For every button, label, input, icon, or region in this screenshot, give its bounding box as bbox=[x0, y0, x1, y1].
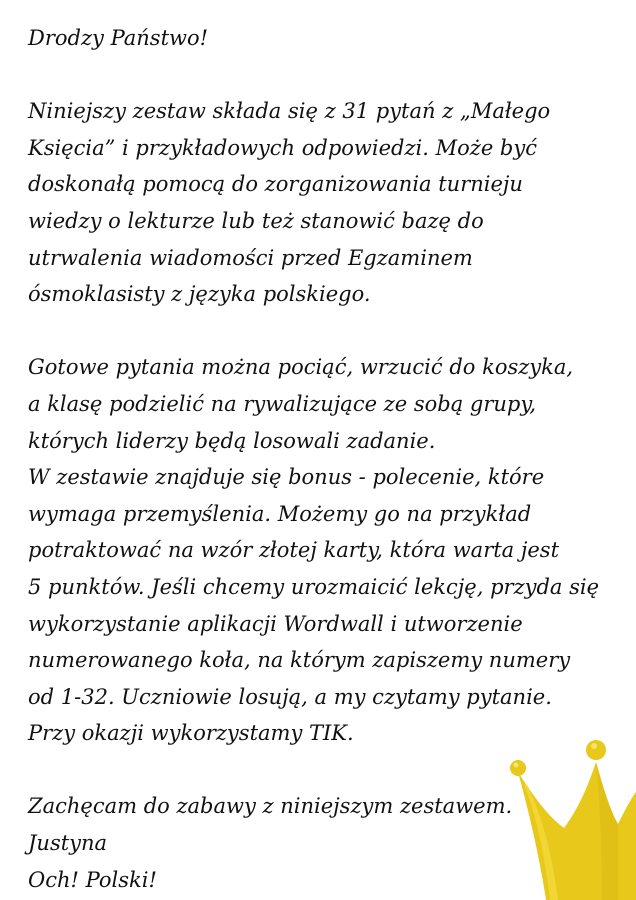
paragraph2-line: wymaga przemyślenia. Możemy go na przykład bbox=[28, 501, 532, 526]
paragraph-gap bbox=[28, 57, 618, 94]
paragraph2-line: a klasę podzielić na rywalizujące ze sobą grupy, bbox=[28, 391, 537, 416]
signature-name: Justyna bbox=[28, 831, 108, 856]
paragraph1-line: Niniejszy zestaw składa się z 31 pytań z „Małego bbox=[28, 99, 551, 124]
paragraph2-line: wykorzystanie aplikacji Wordwall i utworzenie bbox=[28, 611, 523, 636]
signature-brand: Och! Polski! bbox=[28, 867, 157, 892]
greeting: Drodzy Państwo! bbox=[28, 26, 209, 50]
paragraph1-line: Księcia” i przykładowych odpowiedzi. Może być bbox=[28, 135, 538, 160]
paragraph2-line: których liderzy będą losowali zadanie. bbox=[28, 428, 436, 453]
paragraph1-line: doskonałą pomocą do zorganizowania turnieju bbox=[28, 172, 523, 197]
paragraph2-line: potraktować na wzór złotej karty, która warta jest bbox=[28, 538, 560, 563]
paragraph2-line: Przy okazji wykorzystamy TIK. bbox=[28, 721, 354, 746]
crown-icon bbox=[506, 720, 636, 900]
paragraph2-line: numerowanego koła, na którym zapiszemy numery bbox=[28, 648, 571, 673]
paragraph2-line: 5 punktów. Jeśli chcemy urozmaicić lekcję, przyda się bbox=[28, 574, 600, 599]
closing-line: Zachęcam do zabawy z niniejszym zestawem. bbox=[28, 794, 513, 819]
paragraph-gap bbox=[28, 313, 618, 350]
paragraph1-line: utrwalenia wiadomości przed Egzaminem bbox=[28, 245, 473, 270]
paragraph2-line: W zestawie znajduje się bonus - polecenie, które bbox=[28, 465, 545, 490]
paragraph1-line: ósmoklasisty z języka polskiego. bbox=[28, 282, 371, 307]
paragraph2-line: od 1-32. Uczniowie losują, a my czytamy pytanie. bbox=[28, 684, 552, 709]
paragraph1-line: wiedzy o lekturze lub też stanowić bazę do bbox=[28, 208, 484, 233]
paragraph2-line: Gotowe pytania można pociąć, wrzucić do koszyka, bbox=[28, 355, 574, 380]
